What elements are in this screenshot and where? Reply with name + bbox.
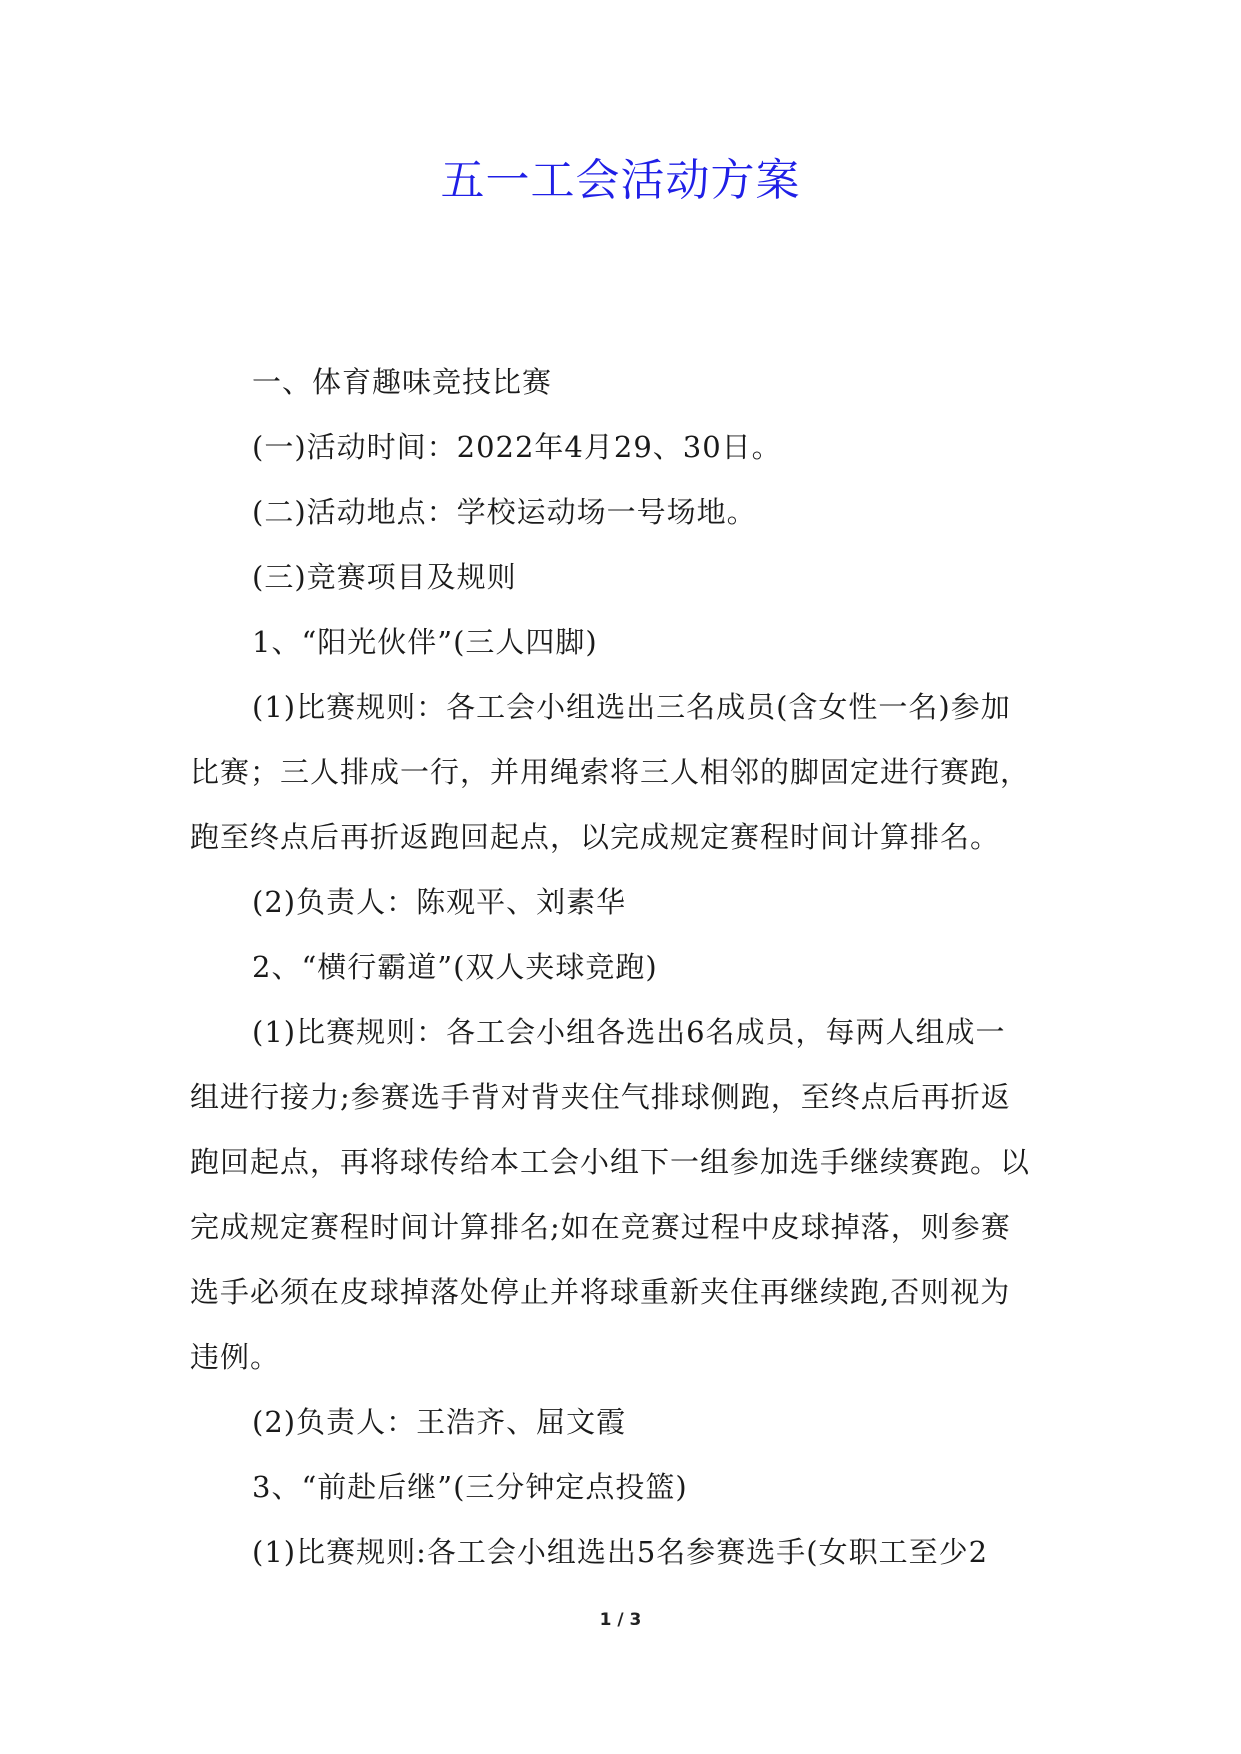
page-number: 1 / 3	[599, 1610, 642, 1630]
document-title: 五一工会活动方案	[440, 155, 801, 206]
paragraph-line: 2、“横行霸道”(双人夹球竞跑)	[252, 950, 658, 984]
paragraph-line: (2)负责人：王浩齐、屈文霞	[252, 1405, 627, 1439]
document-body	[190, 350, 1060, 1585]
paragraph-line: 一、体育趣味竞技比赛	[252, 365, 553, 399]
paragraph-line: 跑至终点后再折返跑回起点，以完成规定赛程时间计算排名。	[190, 820, 1001, 854]
paragraph-line: (1)比赛规则：各工会小组各选出6名成员，每两人组成一	[252, 1015, 1006, 1049]
paragraph-line: 比赛；三人排成一行，并用绳索将三人相邻的脚固定进行赛跑，	[190, 755, 1031, 789]
paragraph-line: (1)比赛规则:各工会小组选出5名参赛选手(女职工至少2	[252, 1535, 989, 1569]
paragraph-line: (三)竞赛项目及规则	[252, 560, 517, 594]
paragraph-line: 组进行接力;参赛选手背对背夹住气排球侧跑，至终点后再折返	[190, 1080, 1011, 1114]
paragraph-line: 1、“阳光伙伴”(三人四脚)	[252, 625, 598, 659]
paragraph-line: (二)活动地点：学校运动场一号场地。	[252, 495, 757, 529]
paragraph-line: 3、“前赴后继”(三分钟定点投篮)	[252, 1470, 688, 1504]
paragraph-line: 违例。	[190, 1340, 281, 1374]
paragraph-line: (1)比赛规则：各工会小组选出三名成员(含女性一名)参加	[252, 690, 1011, 724]
paragraph-line: (一)活动时间：2022年4月29、30日。	[252, 430, 782, 464]
paragraph-line: 完成规定赛程时间计算排名;如在竞赛过程中皮球掉落，则参赛	[190, 1210, 1011, 1244]
paragraph-line: 跑回起点，再将球传给本工会小组下一组参加选手继续赛跑。以	[190, 1145, 1031, 1179]
paragraph-line: 选手必须在皮球掉落处停止并将球重新夹住再继续跑,否则视为	[190, 1275, 1011, 1309]
paragraph-line: (2)负责人：陈观平、刘素华	[252, 885, 627, 919]
